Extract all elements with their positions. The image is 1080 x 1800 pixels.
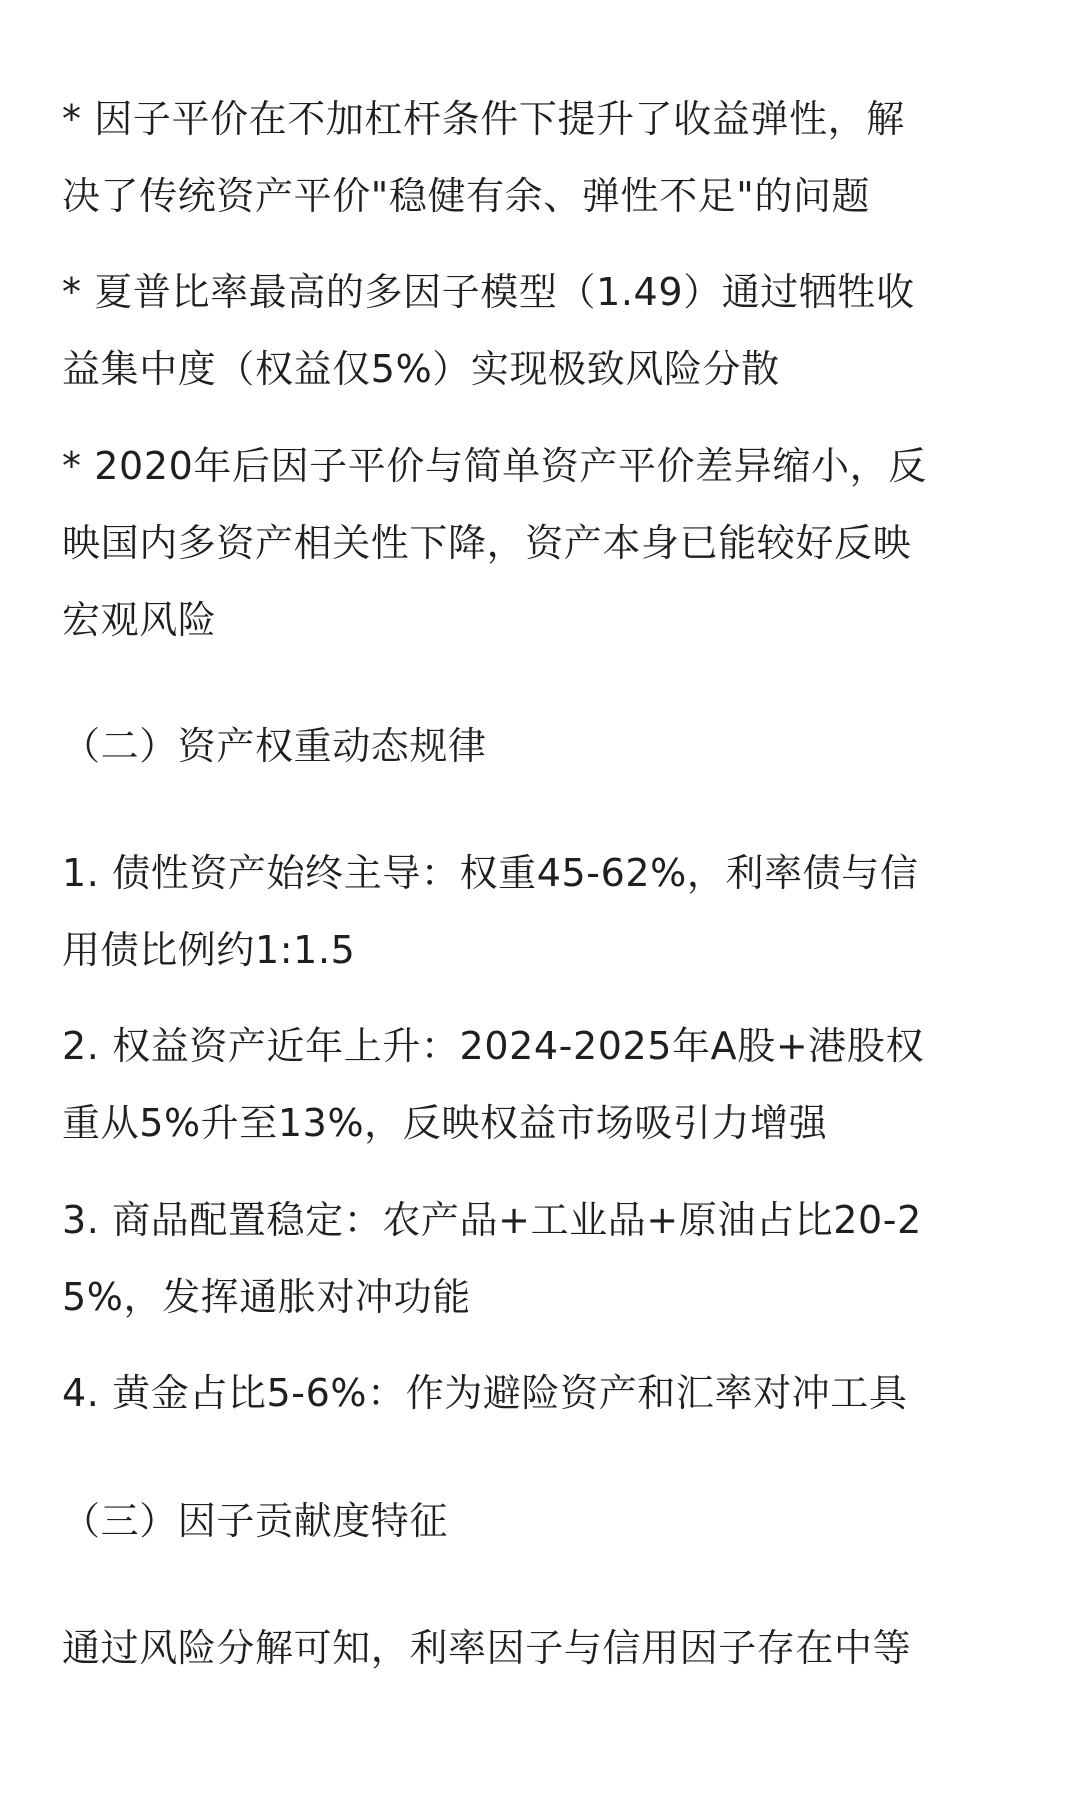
list-item-2-equity-assets (62, 1008, 1034, 1162)
section-heading-factor-contribution (62, 1483, 1034, 1560)
paragraph-post-2020-difference (62, 428, 1034, 659)
paragraph-multifactor-sharpe (62, 254, 1034, 408)
text-line: 用债比例约1:1.5 (62, 928, 356, 972)
text-line: * 因子平价在不加杠杆条件下提升了收益弹性，解 (62, 97, 905, 141)
text-line: 益集中度（权益仅5%）实现极致风险分散 (62, 347, 780, 391)
text-line: 4. 黄金占比5-6%：作为避险资产和汇率对冲工具 (62, 1371, 908, 1415)
text-line: 1. 债性资产始终主导：权重45-62%，利率债与信 (62, 851, 919, 895)
list-item-3-commodities (62, 1182, 1034, 1336)
text-line: 2. 权益资产近年上升：2024-2025年A股+港股权 (62, 1024, 925, 1068)
text-line: 通过风险分解可知，利率因子与信用因子存在中等 (62, 1626, 912, 1670)
text-line: * 夏普比率最高的多因子模型（1.49）通过牺牲收 (62, 270, 915, 314)
text-line: * 2020年后因子平价与简单资产平价差异缩小，反 (62, 444, 927, 488)
list-item-4-gold (62, 1355, 1034, 1432)
section-heading-asset-weights (62, 708, 1034, 785)
text-line: 3. 商品配置稳定：农产品+工业品+原油占比20-2 (62, 1198, 922, 1242)
paragraph-risk-decomposition (62, 1610, 1034, 1687)
text-line: 重从5%升至13%，反映权益市场吸引力增强 (62, 1101, 828, 1145)
text-line: 5%，发挥通胀对冲功能 (62, 1275, 471, 1319)
text-line: 映国内多资产相关性下降，资产本身已能较好反映 (62, 521, 912, 565)
heading-text: （二）资产权重动态规律 (62, 724, 487, 768)
paragraph-factor-parity-elasticity (62, 81, 1034, 235)
heading-text: （三）因子贡献度特征 (62, 1499, 449, 1543)
text-line: 宏观风险 (62, 598, 217, 642)
text-line: 决了传统资产平价"稳健有余、弹性不足"的问题 (62, 174, 871, 218)
list-item-1-bond-assets (62, 835, 1034, 989)
